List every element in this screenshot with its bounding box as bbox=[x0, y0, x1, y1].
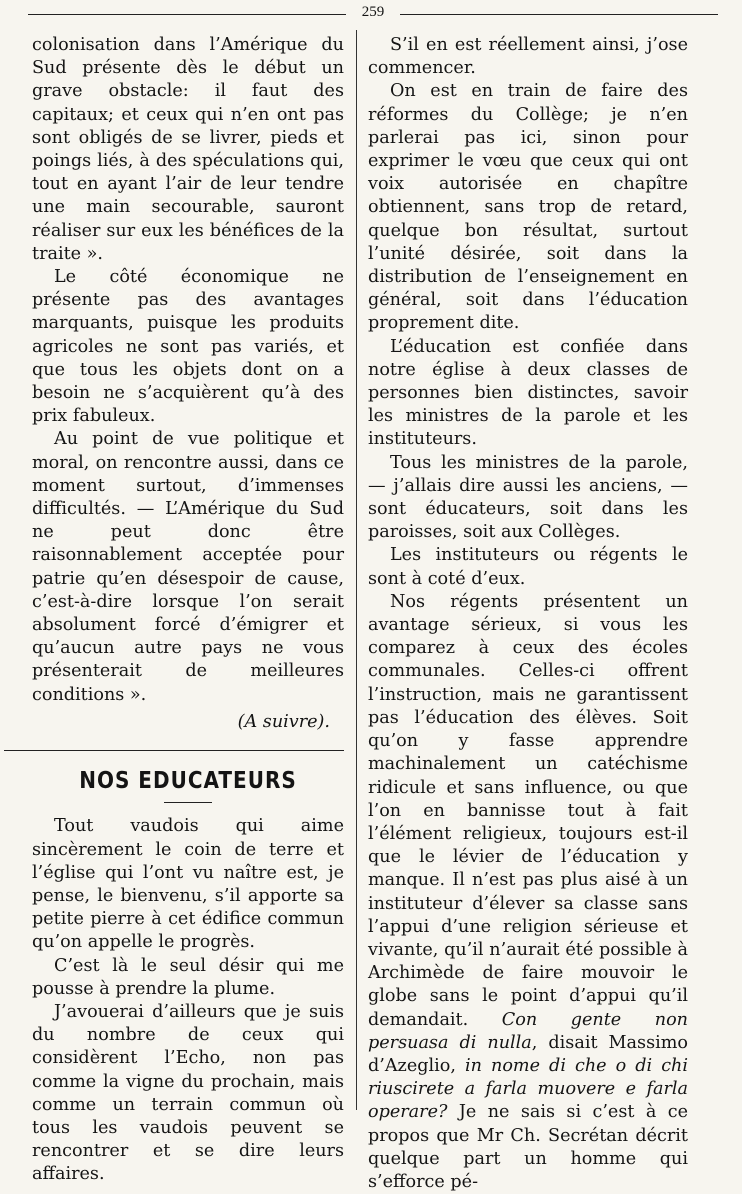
header-rule-left bbox=[28, 14, 346, 15]
section-divider bbox=[4, 750, 344, 751]
page-header bbox=[28, 4, 718, 26]
paragraph: L’éducation est confiée dans notre église à deux classes de personnes bien distinctes, savoir les ministres de la parole et les instituteurs. bbox=[368, 336, 688, 450]
header-rule-right bbox=[400, 14, 718, 15]
paragraph: Les instituteurs ou régents le sont à coté d’eux. bbox=[368, 545, 688, 589]
paragraph-continued: colonisation dans l’Amérique du Sud présente dès le début un grave obstacle: il faut des capitaux; et ceux qui n’en ont pas sont obligés de se livrer, pieds et poings liés, à des spéculations qui, tout en ayant l’air de leur tendre une main secourable, sauront réaliser sur eux les bénéfices de la traite ». bbox=[32, 35, 344, 264]
to-be-continued: (A suivre). bbox=[237, 711, 330, 732]
left-column bbox=[32, 34, 344, 1187]
paragraph: S’il en est réellement ainsi, j’ose commencer. bbox=[368, 35, 688, 79]
title-dash bbox=[164, 802, 212, 803]
text-run: , disait Massimo d’Azeglio, bbox=[368, 1032, 688, 1076]
paragraph: J’avouerai d’ailleurs que je suis du nombre de ceux qui considèrent l’Echo, non pas comme la vigne du prochain, mais comme un terrain commun où tous les vaudois peuvent se rencontrer et se dire leurs affaires. bbox=[32, 1001, 344, 1185]
paragraph: Tout vaudois qui aime sincèrement le coin de terre et l’église qui l’ont vu naître est, je pense, le bienvenu, s’il apporte sa petite pierre à cet édifice commun qu’on appelle le progrès. bbox=[32, 816, 344, 953]
paragraph: On est en train de faire des réformes du Collège; je n’en parlerai pas ici, sinon pour exprimer le vœu que ceux qui ont voix autorisée en chapître obtiennent, sans trop de retard, quelque bon résultat, surtout l’unité désirée, soit dans la distribution de l’enseignement en général, soit dans l’éducation proprement dite. bbox=[368, 81, 688, 334]
paragraph: Au point de vue politique et moral, on rencontre aussi, dans ce moment surtout, d’immenses difficultés. — L’Amérique du Sud ne peut donc être raisonnablement acceptée pour patrie qu’en désespoir de cause, c’est-à-dire lorsque l’on serait absolument forcé d’émigrer et qu’aucun autre pays ne vous présenterait de meilleures conditions ». bbox=[32, 429, 344, 705]
paragraph: C’est là le seul désir qui me pousse à prendre la plume. bbox=[32, 955, 344, 999]
italian-quote: in nome di che o di chi riuscirete a farla muovere e farla operare? bbox=[368, 1055, 689, 1123]
text-run: Nos régents présentent un avantage sérieux, si vous les comparez à ceux des écoles communales. Celles-ci offrent l’instruction, mais ne garantissent pas l’éducation des élèves. Soit qu’on y fasse apprendre machinalement un catéchisme ridicule et sans influence, ou que l’on en bannisse tout à fait l’élément religieux, toujours est-il que le lévier de l’éducation y manque. Il n’est pas plus aisé à un instituteur d’élever sa classe sans l’appui d’une religion sérieuse et vivante, qu’il n’aurait été possible à Archimède de faire mouvoir le globe sans le point d’appui qu’il demandait. bbox=[368, 591, 688, 1030]
italian-quote: Con gente non persuasa di nulla bbox=[368, 1009, 688, 1053]
section-title: NOS EDUCATEURS bbox=[79, 766, 297, 794]
text-run: Je ne sais si c’est à ce propos que Mr Ch. Secrétan décrit quelque part un homme qui s’efforce pé- bbox=[368, 1102, 688, 1192]
paragraph: Le côté économique ne présente pas des avantages marquants, puisque les produits agricoles ne sont pas variés, et que tous les objets dont on a besoin ne s’acquièrent qu’à des prix fabuleux. bbox=[32, 267, 344, 427]
paragraph-last bbox=[368, 591, 688, 1194]
page-number: 259 bbox=[361, 4, 385, 20]
paragraph: Tous les ministres de la parole, — j’allais dire aussi les anciens, — sont éducateurs, soit dans les paroisses, soit aux Collèges. bbox=[368, 452, 688, 543]
right-column bbox=[368, 34, 688, 1194]
column-divider bbox=[356, 30, 357, 1110]
